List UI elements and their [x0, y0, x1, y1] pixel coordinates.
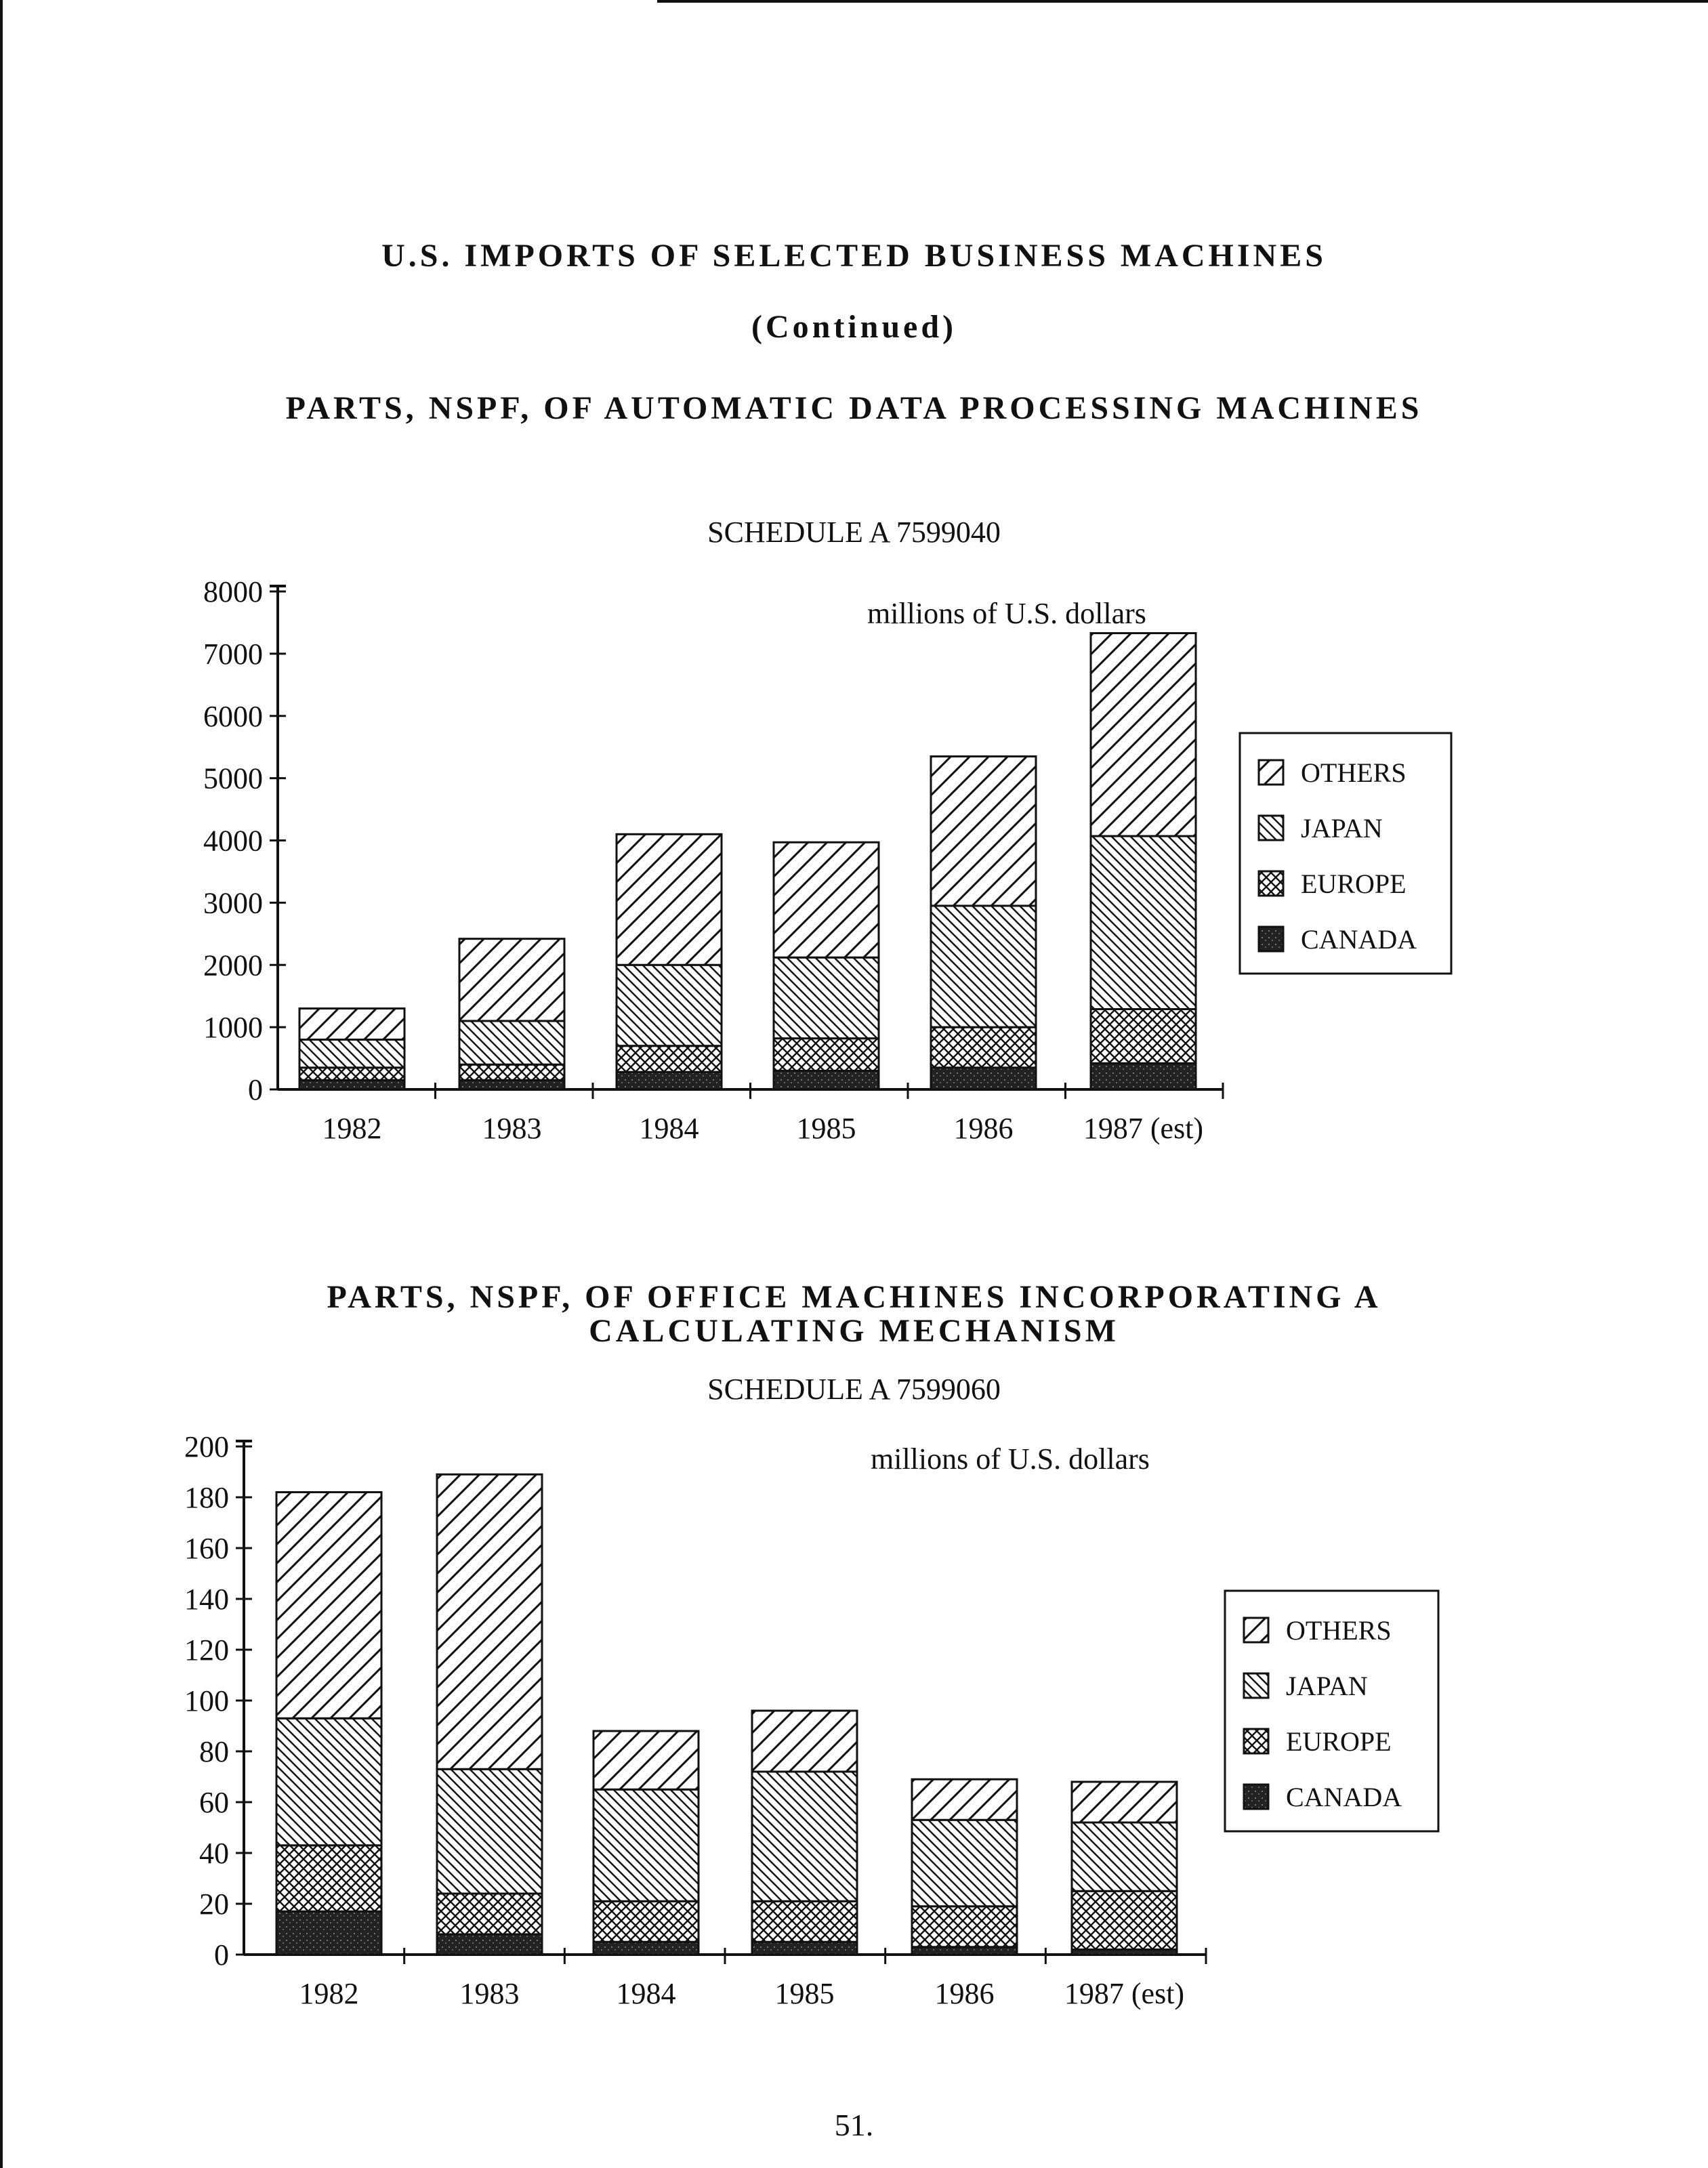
bar-others-1987est [1072, 1782, 1177, 1822]
bar-japan-1983 [459, 1021, 564, 1064]
bar-others-1982 [299, 1009, 404, 1040]
legend-swatch-japan [1244, 1673, 1268, 1698]
legend-label-europe: EUROPE [1301, 869, 1407, 899]
chart-office-parts [184, 1430, 1438, 2010]
legend-swatch-japan [1259, 816, 1283, 840]
y-tick-label: 160 [184, 1532, 229, 1565]
x-tick-label: 1985 [796, 1112, 856, 1145]
legend-label-others: OTHERS [1301, 757, 1407, 788]
bar-europe-1986 [931, 1027, 1036, 1068]
bar-europe-1982 [276, 1846, 381, 1912]
x-tick-label: 1983 [482, 1112, 542, 1145]
bar-europe-1983 [437, 1894, 542, 1934]
y-tick-label: 60 [199, 1786, 229, 1819]
unit-label: millions of U.S. dollars [871, 1442, 1150, 1476]
y-tick-label: 40 [199, 1837, 229, 1870]
chart2-subtitle: SCHEDULE A 7599060 [707, 1373, 1001, 1406]
bar-canada-1985 [752, 1942, 857, 1955]
legend-swatch-others [1244, 1618, 1268, 1642]
bar-canada-1982 [276, 1911, 381, 1955]
bar-others-1985 [752, 1711, 857, 1772]
y-tick-label: 80 [199, 1735, 229, 1768]
bar-europe-1987est [1091, 1009, 1196, 1063]
legend-label-europe: EUROPE [1286, 1726, 1392, 1757]
bar-japan-1987est [1072, 1822, 1177, 1891]
bar-others-1986 [931, 756, 1036, 906]
y-tick-label: 5000 [203, 762, 263, 795]
x-tick-label: 1984 [616, 1977, 676, 2010]
bar-europe-1986 [912, 1906, 1017, 1947]
bar-europe-1985 [774, 1039, 879, 1071]
bar-canada-1983 [459, 1080, 564, 1089]
legend-swatch-europe [1244, 1729, 1268, 1753]
bar-japan-1984 [593, 1789, 699, 1901]
y-tick-label: 2000 [203, 948, 263, 982]
bar-others-1985 [774, 842, 879, 957]
bar-europe-1982 [299, 1068, 404, 1080]
legend-label-canada: CANADA [1286, 1782, 1402, 1812]
bar-canada-1984 [593, 1942, 699, 1955]
bar-canada-1986 [912, 1947, 1017, 1955]
page-number: 51. [834, 2108, 874, 2142]
x-tick-label: 1986 [953, 1112, 1014, 1145]
y-tick-label: 3000 [203, 886, 263, 920]
bar-japan-1982 [299, 1040, 404, 1068]
bar-europe-1985 [752, 1901, 857, 1942]
bar-others-1984 [593, 1731, 699, 1789]
chart2-title-line1: PARTS, NSPF, OF OFFICE MACHINES INCORPORATING A [327, 1279, 1381, 1315]
legend-label-others: OTHERS [1286, 1615, 1392, 1646]
chart-adp-parts [203, 575, 1451, 1145]
x-tick-label: 1982 [299, 1977, 359, 2010]
legend-label-japan: JAPAN [1301, 813, 1383, 843]
bar-europe-1984 [593, 1901, 699, 1942]
x-tick-label: 1984 [639, 1112, 699, 1145]
page-continued: (Continued) [751, 309, 957, 345]
legend-swatch-canada [1244, 1785, 1268, 1809]
bar-canada-1986 [931, 1068, 1036, 1089]
x-tick-label: 1986 [934, 1977, 995, 2010]
y-tick-label: 8000 [203, 575, 263, 608]
x-tick-label: 1983 [459, 1977, 520, 2010]
legend-label-canada: CANADA [1301, 924, 1417, 955]
bar-japan-1984 [617, 965, 722, 1045]
bar-others-1982 [276, 1493, 381, 1719]
y-tick-label: 140 [184, 1583, 229, 1616]
bar-japan-1985 [752, 1772, 857, 1901]
y-tick-label: 0 [214, 1938, 229, 1972]
bar-others-1983 [437, 1474, 542, 1769]
y-tick-label: 200 [184, 1430, 229, 1463]
bar-others-1986 [912, 1779, 1017, 1820]
x-tick-label: 1982 [322, 1112, 382, 1145]
chart1-title: PARTS, NSPF, OF AUTOMATIC DATA PROCESSING MACHINES [285, 390, 1423, 426]
y-tick-label: 0 [248, 1073, 263, 1106]
legend-swatch-others [1259, 760, 1283, 785]
bar-canada-1983 [437, 1934, 542, 1955]
legend-label-japan: JAPAN [1286, 1671, 1368, 1701]
bar-canada-1984 [617, 1072, 722, 1089]
bar-canada-1982 [299, 1080, 404, 1089]
bar-japan-1985 [774, 957, 879, 1038]
bar-others-1984 [617, 834, 722, 965]
page-title: U.S. IMPORTS OF SELECTED BUSINESS MACHINES [381, 238, 1327, 274]
y-tick-label: 4000 [203, 824, 263, 858]
y-tick-label: 120 [184, 1633, 229, 1667]
x-tick-label: 1987 (est) [1083, 1112, 1204, 1145]
chart1-subtitle: SCHEDULE A 7599040 [707, 516, 1001, 549]
chart2-title-line2: CALCULATING MECHANISM [589, 1313, 1119, 1349]
bar-canada-1987est [1091, 1063, 1196, 1089]
y-tick-label: 6000 [203, 699, 263, 733]
bar-japan-1983 [437, 1769, 542, 1894]
y-tick-label: 7000 [203, 637, 263, 671]
unit-label: millions of U.S. dollars [867, 597, 1146, 630]
y-tick-label: 100 [184, 1684, 229, 1717]
x-tick-label: 1985 [774, 1977, 835, 2010]
bar-europe-1983 [459, 1064, 564, 1080]
bar-canada-1985 [774, 1070, 879, 1089]
bar-japan-1986 [931, 906, 1036, 1027]
legend-swatch-canada [1259, 927, 1283, 951]
x-tick-label: 1987 (est) [1064, 1977, 1185, 2010]
bar-japan-1987est [1091, 836, 1196, 1009]
bar-europe-1984 [617, 1046, 722, 1072]
bar-japan-1986 [912, 1820, 1017, 1906]
legend-swatch-europe [1259, 871, 1283, 896]
bar-japan-1982 [276, 1718, 381, 1846]
bar-europe-1987est [1072, 1891, 1177, 1949]
bar-others-1983 [459, 939, 564, 1021]
y-tick-label: 20 [199, 1888, 229, 1921]
bar-others-1987est [1091, 633, 1196, 837]
y-tick-label: 1000 [203, 1011, 263, 1045]
y-tick-label: 180 [184, 1481, 229, 1514]
